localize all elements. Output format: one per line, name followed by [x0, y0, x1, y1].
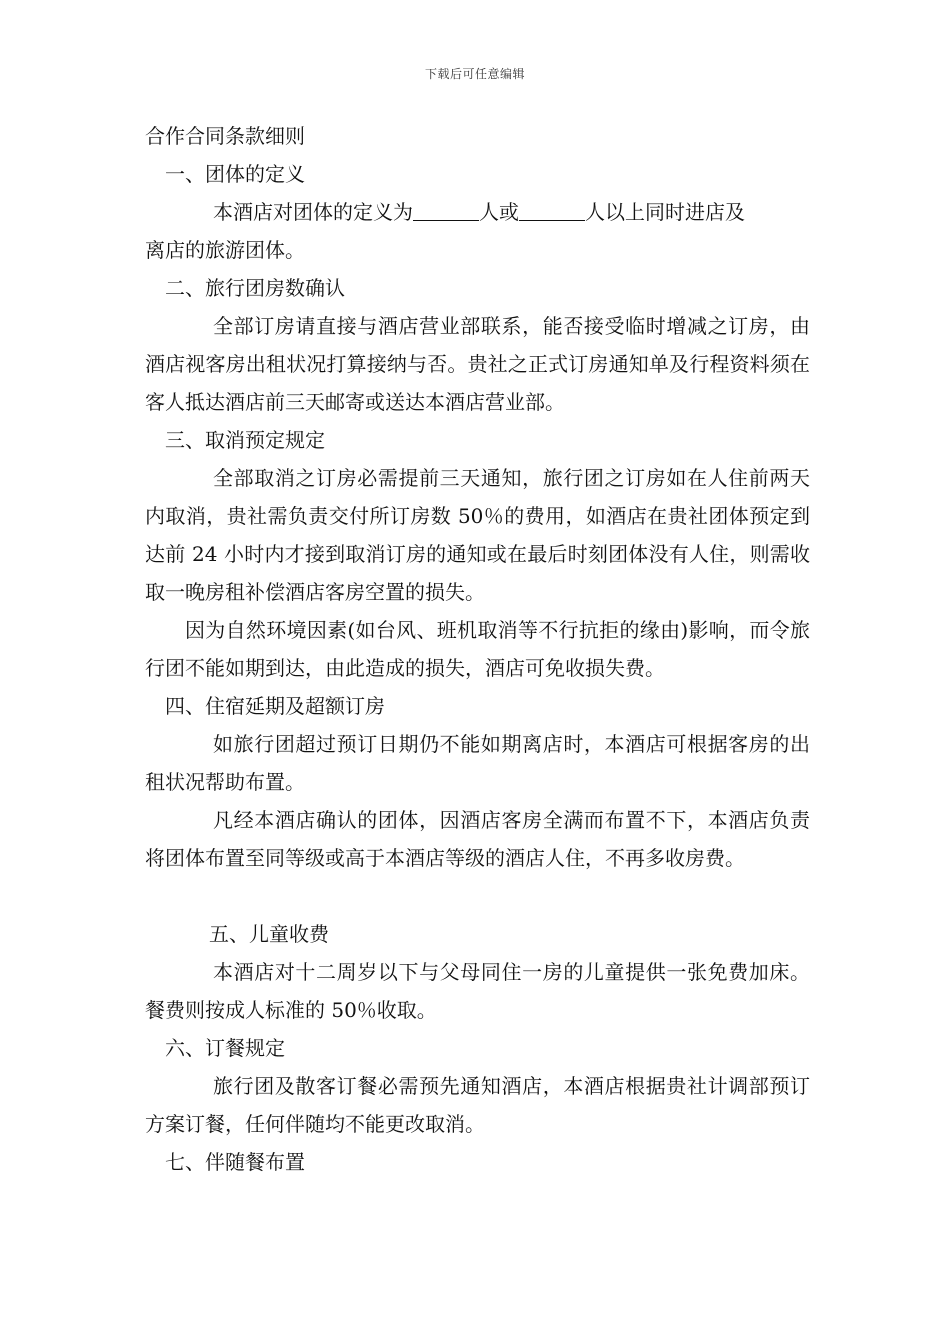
- section-1-paragraph-line-2: 离店的旅游团体。: [145, 238, 305, 262]
- section-2-paragraph: 全部订房请直接与酒店营业部联系，能否接受临时增减之订房，由酒店视客房出租状况打算接纳与否。贵社之正式订房通知单及行程资料须在客人抵达酒店前三天邮寄或送达本酒店营业部。: [145, 314, 810, 414]
- fill-in-blank-2[interactable]: [519, 200, 585, 221]
- section-6-heading: 六、订餐规定: [165, 1036, 285, 1060]
- section-3-paragraph-2: 因为自然环境因素(如台风、班机取消等不行抗拒的缘由)影响，而令旅行团不能如期到达，由此造成的损失，酒店可免收损失费。: [145, 618, 810, 680]
- page-header-note: 下载后可任意编辑: [424, 67, 525, 81]
- section-1-text-a: 本酒店对团体的定义为: [213, 200, 413, 224]
- document-body: [145, 117, 810, 1181]
- fill-in-blank-1[interactable]: [413, 200, 479, 221]
- section-gap: [145, 877, 810, 915]
- document-title: 合作合同条款细则: [145, 124, 305, 148]
- section-4-paragraph-1: 如旅行团超过预订日期仍不能如期离店时，本酒店可根据客房的出租状况帮助布置。: [145, 732, 810, 794]
- section-4-paragraph-2: 凡经本酒店确认的团体，因酒店客房全满而布置不下，本酒店负责将团体布置至同等级或高于本酒店等级的酒店人住，不再多收房费。: [145, 808, 810, 870]
- section-7-heading: 七、伴随餐布置: [165, 1150, 305, 1174]
- section-1-text-c: 人以上同时进店及: [585, 200, 745, 224]
- section-6-paragraph: 旅行团及散客订餐必需预先通知酒店，本酒店根据贵社计调部预订方案订餐，任何伴随均不能更改取消。: [145, 1074, 810, 1136]
- section-1-heading: 一、团体的定义: [165, 162, 305, 186]
- section-5-heading: 五、儿童收费: [209, 922, 329, 946]
- section-3-heading: 三、取消预定规定: [165, 428, 325, 452]
- section-3-paragraph-1: 全部取消之订房必需提前三天通知，旅行团之订房如在人住前两天内取消，贵社需负责交付所订房数 50％的费用，如酒店在贵社团体预定到达前 24 小时内才接到取消订房的通知或在最后时刻团体没有人住，则需收取一晚房租补偿酒店客房空置的损失。: [145, 466, 810, 604]
- section-2-heading: 二、旅行团房数确认: [165, 276, 345, 300]
- section-4-heading: 四、住宿延期及超额订房: [165, 694, 385, 718]
- section-5-paragraph: 本酒店对十二周岁以下与父母同住一房的儿童提供一张免费加床。餐费则按成人标准的 50％收取。: [145, 960, 810, 1022]
- section-1-text-b: 人或: [479, 200, 519, 224]
- section-1-paragraph: [145, 193, 810, 231]
